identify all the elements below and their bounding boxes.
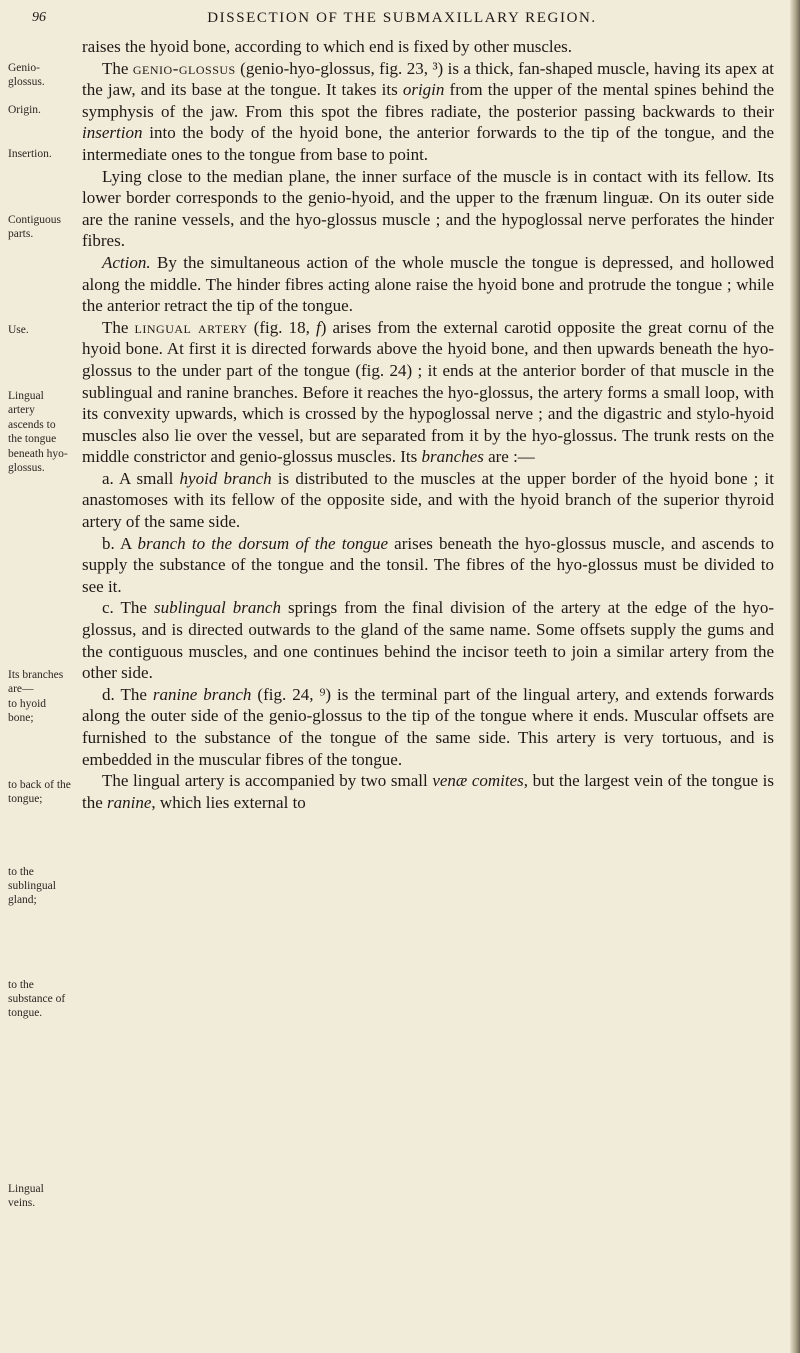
running-head: DISSECTION OF THE SUBMAXILLARY REGION. xyxy=(207,10,597,26)
page-number: 96 xyxy=(32,10,46,25)
term-genio-glossus: genio-glossus xyxy=(132,58,236,78)
margin-note: Insertion. xyxy=(8,148,52,160)
text-run: The xyxy=(102,317,135,337)
term-hyoid-branch: hyoid branch xyxy=(179,468,272,488)
text-run: , but the largest vein of the tongue is the xyxy=(82,771,775,812)
term-dorsal-branch: branch to the dorsum of the tongue xyxy=(137,533,388,553)
paragraph xyxy=(82,597,774,683)
margin-note: Origin. xyxy=(8,104,41,116)
body-text xyxy=(82,36,774,813)
margin-note: to the sublingual gland; xyxy=(8,866,56,906)
term-ranine: ranine xyxy=(107,792,152,812)
paragraph xyxy=(82,533,774,598)
margin-note: Lingual veins. xyxy=(8,1183,44,1209)
paragraph xyxy=(82,770,774,813)
text-run: from the upper of the mental spines behind the symphysis of the jaw. From this spot the fibres radiate, the posterior passing backwards to their xyxy=(82,80,774,121)
text-run: , which lies external to xyxy=(151,792,306,812)
text-run: is distributed to the muscles at the upper border of the hyoid bone ; it anastomoses with its fellow of the opposite side, and with the hyoid branch of the superior thyroid artery of the same side. xyxy=(82,468,775,532)
term-ranine-branch: ranine branch xyxy=(152,684,252,704)
margin-note: Its branches are— xyxy=(8,669,64,695)
text-run: The lingual artery is accompanied by two small xyxy=(102,771,433,791)
margin-note: to back of the tongue; xyxy=(8,779,71,805)
text-run: arises beneath the hyo-glossus muscle, and ascends to supply the substance of the tongue and the tonsil. The fibres of the hyo-glossus must be divided to see it. xyxy=(82,533,775,596)
margin-note: to the substance of tongue. xyxy=(8,979,66,1019)
text-run: are :— xyxy=(483,447,535,467)
paragraph xyxy=(82,317,774,468)
margin-note: to hyoid bone; xyxy=(8,698,47,724)
term-sublingual-branch: sublingual branch xyxy=(153,598,281,618)
term-branches: branches xyxy=(421,447,484,467)
figure-letter: f xyxy=(315,317,321,337)
paragraph xyxy=(82,468,774,533)
margin-note: Contiguous parts. xyxy=(8,214,62,240)
page-edge xyxy=(790,0,800,1353)
text-run: b. A xyxy=(102,533,138,553)
term-venae-comites: venæ comites xyxy=(432,771,524,791)
term-insertion: insertion xyxy=(82,123,143,143)
margin-note: Lingual artery xyxy=(8,390,44,416)
margin-note: Genio-glossus. xyxy=(8,62,45,88)
paragraph xyxy=(82,58,774,166)
text-run: d. The xyxy=(102,684,153,704)
text-run: ) arises from the external carotid opposite the great cornu of the hyoid bone. At first it is directed forwards above the hyoid bone, and then upwards beneath the hyo-glossus to the under part of the tongue (fig. 24) ; it ends at the anterior border of that muscle in the sublingual and ranine branches. Before it reaches the hyo-glossus, the artery forms a small loop, with its convexity upwards, which is crossed by the hypoglossal nerve ; and the digastric and stylo-hyoid muscles also lie over the vessel, but are separated from it by the hyo-glossus. The trunk rests on the middle constrictor and genio-glossus muscles. Its xyxy=(82,317,774,467)
text-run: springs from the final division of the artery at the edge of the hyo-glossus, and is directed outwards to the gland of the same name. Some offsets supply the gums and the contiguous muscles, and one continues behind the incisor teeth to join a similar artery from the other side. xyxy=(82,598,775,683)
text-run: into the body of the hyoid bone, the anterior forwards to the tip of the tongue, and the intermediate ones to the tongue from base to point. xyxy=(82,123,774,164)
text-run: (fig. 24, ⁹) is the terminal part of the lingual artery, and extends forwards along the outer side of the genio-glossus to the tip of the tongue where it ends. Muscular offsets are furnished to the substance of the tongue of the same side. This artery is very tortuous, and is embedded in the muscular fibres of the tongue. xyxy=(82,684,775,769)
paragraph xyxy=(82,684,774,770)
text-run: The xyxy=(102,58,133,78)
text-run: c. The xyxy=(102,598,154,618)
paragraph: raises the hyoid bone, according to which end is fixed by other muscles. xyxy=(82,37,573,56)
term-action: Action. xyxy=(102,252,151,272)
margin-note: Use. xyxy=(8,324,29,336)
paragraph xyxy=(82,252,774,317)
text-run: (genio-hyo-glossus, fig. 23, ³) is a thick, fan-shaped muscle, having its apex at the jaw, and its base at the tongue. It takes its xyxy=(82,58,774,100)
paragraph: Lying close to the median plane, the inner surface of the muscle is in contact with its fellow. Its lower border corresponds to the genio-hyoid, and the upper to the frænum linguæ. On its outer side are the ranine vessels, and the hyo-glossus muscle ; and the hypoglossal nerve perforates the hinder fibres. xyxy=(82,166,774,251)
margin-note: ascends to the tongue xyxy=(8,419,57,445)
term-origin: origin xyxy=(402,80,445,100)
text-run: By the simultaneous action of the whole muscle the tongue is depressed, and hollowed along the middle. The hinder fibres acting alone raise the hyoid bone and protrude the tongue ; while the anterior retract the tip of the tongue. xyxy=(82,252,774,316)
page-header xyxy=(32,4,772,34)
term-lingual-artery: lingual artery xyxy=(134,317,248,337)
text-run: a. A small xyxy=(102,468,180,488)
text-run: (fig. 18, xyxy=(247,317,316,337)
margin-note: beneath hyo-glossus. xyxy=(8,448,68,474)
